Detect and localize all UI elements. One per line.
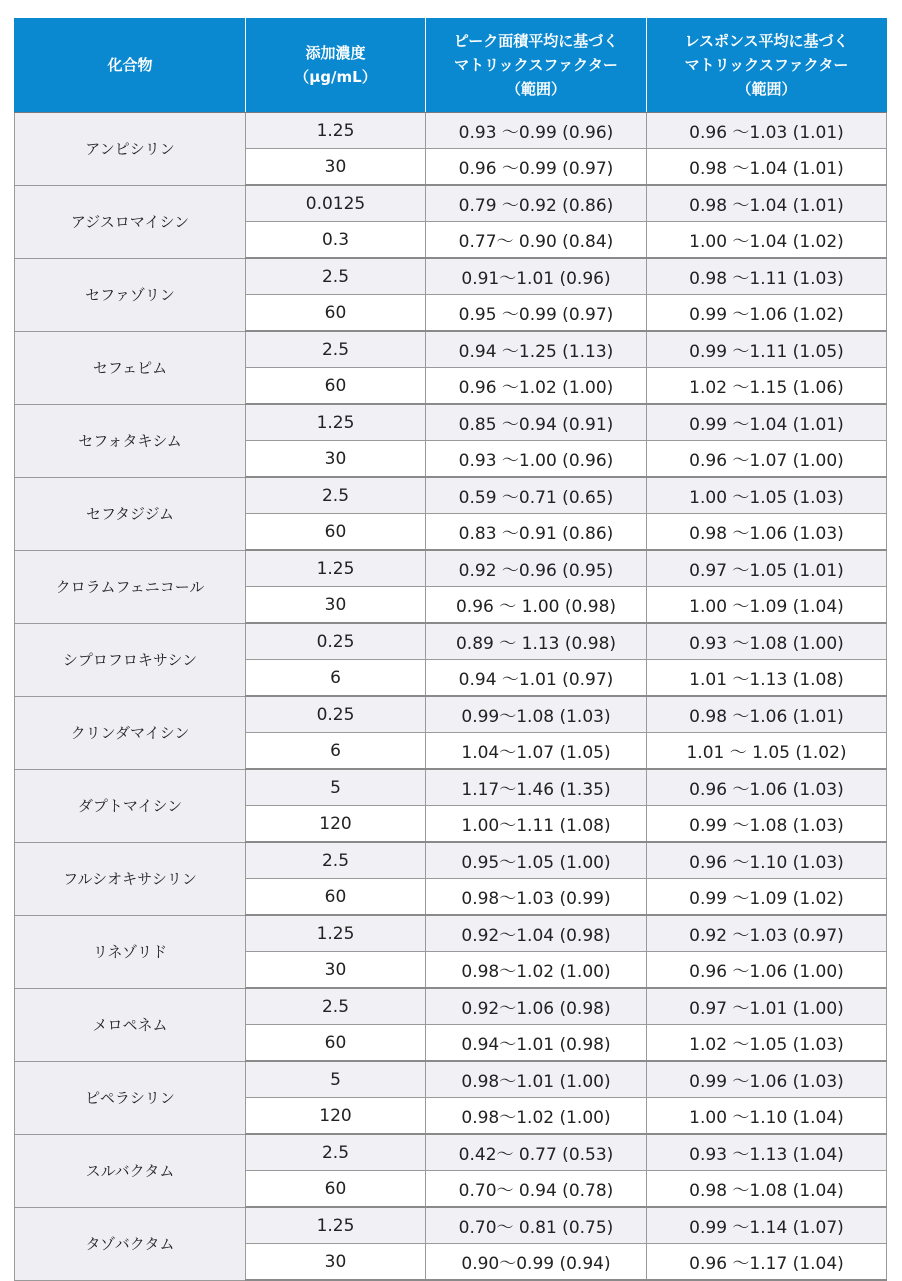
peak-area-factor-cell: 0.95 ～0.99 (0.97) bbox=[426, 295, 647, 332]
header-compound-label: 化合物 bbox=[107, 56, 153, 74]
compound-name-cell: フルシオキサシリン bbox=[15, 842, 246, 915]
table-row bbox=[15, 842, 887, 879]
concentration-cell: 120 bbox=[246, 1098, 426, 1135]
table-row bbox=[15, 1061, 887, 1098]
response-factor-cell: 0.97 ～1.05 (1.01) bbox=[647, 550, 887, 587]
peak-area-factor-cell: 0.85 ～0.94 (0.91) bbox=[426, 404, 647, 441]
peak-area-factor-cell: 0.96 ～ 1.00 (0.98) bbox=[426, 587, 647, 624]
header-concentration-line-2: （μg/mL） bbox=[294, 68, 377, 86]
peak-area-factor-cell: 0.98～1.02 (1.00) bbox=[426, 952, 647, 989]
peak-area-factor-cell: 0.77～ 0.90 (0.84) bbox=[426, 222, 647, 259]
response-factor-cell: 0.98 ～1.04 (1.01) bbox=[647, 185, 887, 222]
concentration-cell: 2.5 bbox=[246, 842, 426, 879]
compound-name-cell: クリンダマイシン bbox=[15, 696, 246, 769]
peak-area-factor-cell: 1.17～1.46 (1.35) bbox=[426, 769, 647, 806]
header-peak-area-line-2: マトリックスファクター bbox=[454, 56, 618, 74]
concentration-cell: 60 bbox=[246, 514, 426, 551]
peak-area-factor-cell: 0.95～1.05 (1.00) bbox=[426, 842, 647, 879]
response-factor-cell: 0.98 ～1.06 (1.03) bbox=[647, 514, 887, 551]
compound-name-cell: シプロフロキサシン bbox=[15, 623, 246, 696]
table-row bbox=[15, 404, 887, 441]
response-factor-cell: 0.99 ～1.11 (1.05) bbox=[647, 331, 887, 368]
table-row bbox=[15, 550, 887, 587]
peak-area-factor-cell: 0.79 ～0.92 (0.86) bbox=[426, 185, 647, 222]
concentration-cell: 2.5 bbox=[246, 1134, 426, 1171]
table-row bbox=[15, 988, 887, 1025]
response-factor-cell: 1.00 ～1.10 (1.04) bbox=[647, 1098, 887, 1135]
response-factor-cell: 0.96 ～1.10 (1.03) bbox=[647, 842, 887, 879]
concentration-cell: 0.3 bbox=[246, 222, 426, 259]
response-factor-cell: 1.00 ～1.04 (1.02) bbox=[647, 222, 887, 259]
response-factor-cell: 0.97 ～1.01 (1.00) bbox=[647, 988, 887, 1025]
response-factor-cell: 1.02 ～1.05 (1.03) bbox=[647, 1025, 887, 1062]
response-factor-cell: 0.98 ～1.08 (1.04) bbox=[647, 1171, 887, 1208]
table-row bbox=[15, 915, 887, 952]
peak-area-factor-cell: 0.92～1.06 (0.98) bbox=[426, 988, 647, 1025]
concentration-cell: 2.5 bbox=[246, 988, 426, 1025]
response-factor-cell: 0.96 ～1.06 (1.03) bbox=[647, 769, 887, 806]
concentration-cell: 1.25 bbox=[246, 550, 426, 587]
table-row bbox=[15, 769, 887, 806]
response-factor-cell: 0.96 ～1.03 (1.01) bbox=[647, 113, 887, 149]
peak-area-factor-cell: 0.99～1.08 (1.03) bbox=[426, 696, 647, 733]
concentration-cell: 1.25 bbox=[246, 1207, 426, 1244]
concentration-cell: 60 bbox=[246, 368, 426, 405]
response-factor-cell: 1.01 ～1.13 (1.08) bbox=[647, 660, 887, 697]
concentration-cell: 1.25 bbox=[246, 113, 426, 149]
peak-area-factor-cell: 0.98～1.02 (1.00) bbox=[426, 1098, 647, 1135]
concentration-cell: 6 bbox=[246, 660, 426, 697]
header-concentration-line-1: 添加濃度 bbox=[305, 44, 366, 62]
peak-area-factor-cell: 1.00～1.11 (1.08) bbox=[426, 806, 647, 843]
table-row bbox=[15, 1134, 887, 1171]
response-factor-cell: 0.98 ～1.06 (1.01) bbox=[647, 696, 887, 733]
concentration-cell: 0.0125 bbox=[246, 185, 426, 222]
peak-area-factor-cell: 0.92 ～0.96 (0.95) bbox=[426, 550, 647, 587]
response-factor-cell: 1.00 ～1.09 (1.04) bbox=[647, 587, 887, 624]
concentration-cell: 0.25 bbox=[246, 623, 426, 660]
response-factor-cell: 0.99 ～1.04 (1.01) bbox=[647, 404, 887, 441]
peak-area-factor-cell: 0.93 ～0.99 (0.96) bbox=[426, 113, 647, 149]
peak-area-factor-cell: 0.94～1.01 (0.98) bbox=[426, 1025, 647, 1062]
concentration-cell: 60 bbox=[246, 879, 426, 916]
concentration-cell: 0.25 bbox=[246, 696, 426, 733]
table-row bbox=[15, 258, 887, 295]
compound-name-cell: スルバクタム bbox=[15, 1134, 246, 1207]
compound-name-cell: ピペラシリン bbox=[15, 1061, 246, 1134]
response-factor-cell: 0.93 ～1.13 (1.04) bbox=[647, 1134, 887, 1171]
response-factor-cell: 0.96 ～1.06 (1.00) bbox=[647, 952, 887, 989]
header-response-line-3: （範囲） bbox=[736, 80, 797, 98]
concentration-cell: 30 bbox=[246, 1244, 426, 1281]
response-factor-cell: 0.98 ～1.11 (1.03) bbox=[647, 258, 887, 295]
compound-name-cell: リネゾリド bbox=[15, 915, 246, 988]
compound-name-cell: アジスロマイシン bbox=[15, 185, 246, 258]
response-factor-cell: 0.96 ～1.17 (1.04) bbox=[647, 1244, 887, 1281]
peak-area-factor-cell: 0.98～1.01 (1.00) bbox=[426, 1061, 647, 1098]
response-factor-cell: 0.93 ～1.08 (1.00) bbox=[647, 623, 887, 660]
concentration-cell: 60 bbox=[246, 1171, 426, 1208]
response-factor-cell: 0.92 ～1.03 (0.97) bbox=[647, 915, 887, 952]
concentration-cell: 120 bbox=[246, 806, 426, 843]
concentration-cell: 1.25 bbox=[246, 915, 426, 952]
header-concentration bbox=[246, 18, 426, 113]
peak-area-factor-cell: 1.04～1.07 (1.05) bbox=[426, 733, 647, 770]
response-factor-cell: 0.99 ～1.08 (1.03) bbox=[647, 806, 887, 843]
compound-name-cell: タゾバクタム bbox=[15, 1207, 246, 1280]
peak-area-factor-cell: 0.94 ～1.25 (1.13) bbox=[426, 331, 647, 368]
peak-area-factor-cell: 0.83 ～0.91 (0.86) bbox=[426, 514, 647, 551]
table-row bbox=[15, 185, 887, 222]
compound-name-cell: セフェピム bbox=[15, 331, 246, 404]
response-factor-cell: 0.99 ～1.06 (1.03) bbox=[647, 1061, 887, 1098]
concentration-cell: 30 bbox=[246, 149, 426, 186]
response-factor-cell: 0.98 ～1.04 (1.01) bbox=[647, 149, 887, 186]
compound-name-cell: セファゾリン bbox=[15, 258, 246, 331]
concentration-cell: 30 bbox=[246, 441, 426, 478]
table-row bbox=[15, 1207, 887, 1244]
response-factor-cell: 0.99 ～1.09 (1.02) bbox=[647, 879, 887, 916]
table-row bbox=[15, 477, 887, 514]
compound-name-cell: セフォタキシム bbox=[15, 404, 246, 477]
peak-area-factor-cell: 0.70～ 0.94 (0.78) bbox=[426, 1171, 647, 1208]
table-header bbox=[15, 18, 887, 113]
peak-area-factor-cell: 0.42～ 0.77 (0.53) bbox=[426, 1134, 647, 1171]
peak-area-factor-cell: 0.94 ～1.01 (0.97) bbox=[426, 660, 647, 697]
table-row bbox=[15, 113, 887, 149]
concentration-cell: 2.5 bbox=[246, 477, 426, 514]
peak-area-factor-cell: 0.89 ～ 1.13 (0.98) bbox=[426, 623, 647, 660]
header-response-line-2: マトリックスファクター bbox=[684, 56, 849, 74]
response-factor-cell: 0.96 ～1.07 (1.00) bbox=[647, 441, 887, 478]
peak-area-factor-cell: 0.92～1.04 (0.98) bbox=[426, 915, 647, 952]
peak-area-factor-cell: 0.90～0.99 (0.94) bbox=[426, 1244, 647, 1281]
peak-area-factor-cell: 0.91～1.01 (0.96) bbox=[426, 258, 647, 295]
response-factor-cell: 0.99 ～1.14 (1.07) bbox=[647, 1207, 887, 1244]
header-response-matrix-factor bbox=[647, 18, 887, 113]
concentration-cell: 5 bbox=[246, 769, 426, 806]
compound-name-cell: クロラムフェニコール bbox=[15, 550, 246, 623]
concentration-cell: 2.5 bbox=[246, 331, 426, 368]
response-factor-cell: 0.99 ～1.06 (1.02) bbox=[647, 295, 887, 332]
table-row bbox=[15, 696, 887, 733]
header-peak-area-line-1: ピーク面積平均に基づく bbox=[453, 32, 619, 50]
table-row bbox=[15, 623, 887, 660]
compound-name-cell: ダプトマイシン bbox=[15, 769, 246, 842]
peak-area-factor-cell: 0.96 ～1.02 (1.00) bbox=[426, 368, 647, 405]
compound-name-cell: セフタジジム bbox=[15, 477, 246, 550]
header-row bbox=[15, 18, 887, 113]
response-factor-cell: 1.01 ～ 1.05 (1.02) bbox=[647, 733, 887, 770]
concentration-cell: 60 bbox=[246, 1025, 426, 1062]
compound-name-cell: アンピシリン bbox=[15, 113, 246, 186]
peak-area-factor-cell: 0.70～ 0.81 (0.75) bbox=[426, 1207, 647, 1244]
matrix-factor-table bbox=[14, 18, 887, 1281]
concentration-cell: 1.25 bbox=[246, 404, 426, 441]
header-peak-area-matrix-factor bbox=[426, 18, 647, 113]
peak-area-factor-cell: 0.93 ～1.00 (0.96) bbox=[426, 441, 647, 478]
concentration-cell: 30 bbox=[246, 587, 426, 624]
response-factor-cell: 1.02 ～1.15 (1.06) bbox=[647, 368, 887, 405]
concentration-cell: 5 bbox=[246, 1061, 426, 1098]
peak-area-factor-cell: 0.59 ～0.71 (0.65) bbox=[426, 477, 647, 514]
response-factor-cell: 1.00 ～1.05 (1.03) bbox=[647, 477, 887, 514]
header-response-line-1: レスポンス平均に基づく bbox=[684, 32, 849, 50]
header-compound bbox=[15, 18, 246, 113]
concentration-cell: 60 bbox=[246, 295, 426, 332]
concentration-cell: 2.5 bbox=[246, 258, 426, 295]
peak-area-factor-cell: 0.98～1.03 (0.99) bbox=[426, 879, 647, 916]
concentration-cell: 6 bbox=[246, 733, 426, 770]
concentration-cell: 30 bbox=[246, 952, 426, 989]
peak-area-factor-cell: 0.96 ～0.99 (0.97) bbox=[426, 149, 647, 186]
table-row bbox=[15, 331, 887, 368]
header-peak-area-line-3: （範囲） bbox=[505, 80, 566, 98]
table-body bbox=[15, 113, 887, 1281]
compound-name-cell: メロペネム bbox=[15, 988, 246, 1061]
